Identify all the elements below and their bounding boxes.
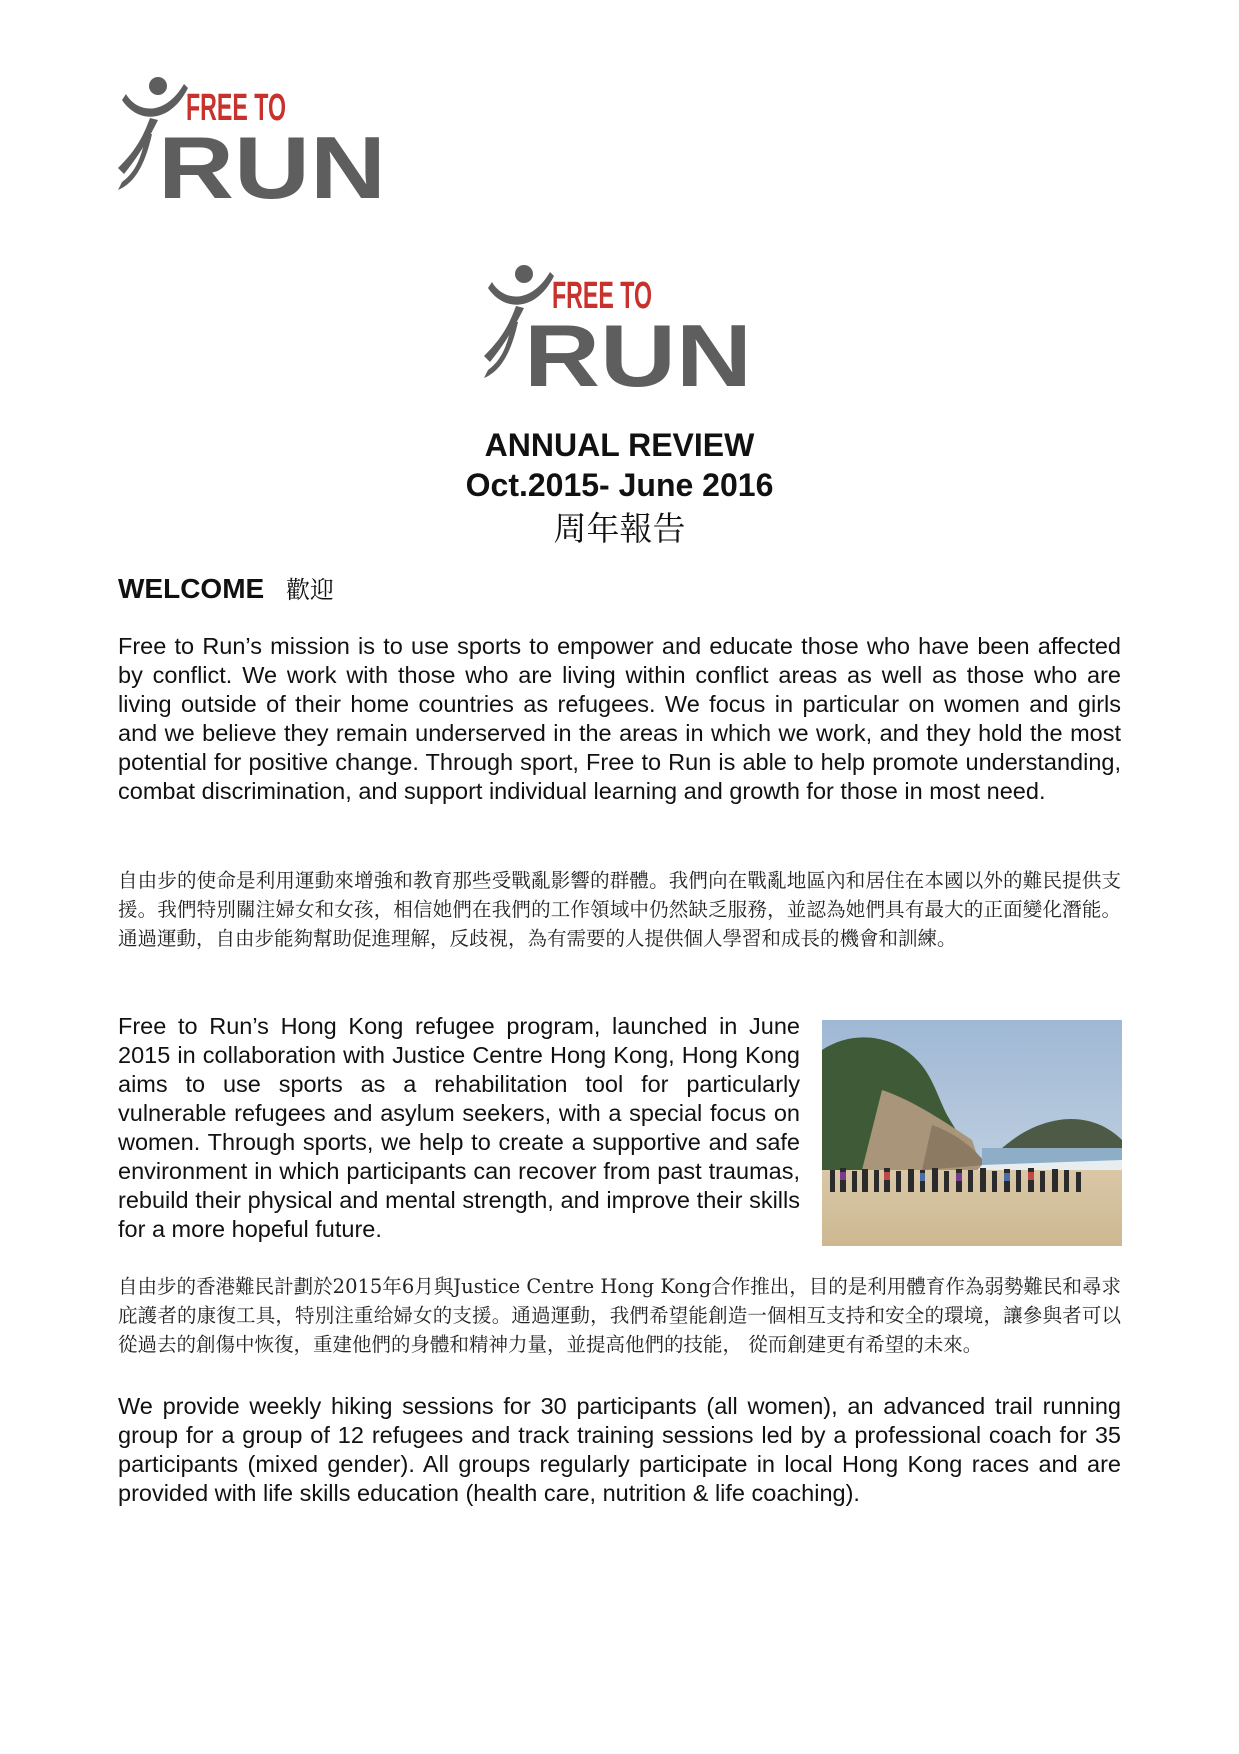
svg-text:FREE TO: FREE TO [552, 275, 652, 317]
mission-paragraph: Free to Run’s mission is to use sports to empower and educate those who have been affected by conflict. We work with those who are living within conflict areas as well as those who are living outside of their home countries as refugees. We focus in particular on women and girls and we believe they remain underserved in the areas in which we work, and they hold the most potential for positive change. Through sport, Free to Run is able to help promote understanding, combat discrimination, and support individual learning and growth for those in most need. [118, 633, 1121, 804]
svg-text:RUN: RUN [524, 306, 752, 396]
welcome-heading-en: WELCOME [118, 573, 265, 604]
runner-logo-icon [484, 262, 756, 396]
runner-logo-icon [118, 74, 390, 208]
hk-program-paragraph-zh: 自由步的香港難民計劃於2015年6月與Justice Centre Hong Kong合作推出，目的是利用體育作為弱勢難民和尋求庇護者的康復工具，特別注重给婦女的支援。通過運動，我們希望能創造一個相互支持和安全的環境，讓參與者可以從過去的創傷中恢復，重建他們的身體和精神力量，並提高他們的技能， 從而創建更有希望的未來。 [118, 1275, 1121, 1356]
hk-program-paragraph: Free to Run’s Hong Kong refugee program, launched in June 2015 in collaboration with Justice Centre Hong Kong, Hong Kong aims to use sports as a rehabilitation tool for particularly vulnerable refugees and asylum seekers, with a special focus on women. Through sports, we help to create a supportive and safe environment in which participants can recover from past traumas, rebuild their physical and mental strength, and improve their skills for a more hopeful future. [118, 1013, 800, 1242]
mission-paragraph-zh: 自由步的使命是利用運動來增強和教育那些受戰亂影響的群體。我們向在戰亂地區內和居住在本國以外的難民提供支援。我們特別關注婦女和女孩，相信她們在我們的工作領域中仍然缺乏服務，並認為她們具有最大的正面變化潛能。通過運動，自由步能夠幫助促進理解，反歧視，為有需要的人提供個人學習和成長的機會和訓練。 [118, 869, 1121, 950]
free-to-run-logo [118, 74, 390, 208]
report-period: Oct.2015- June 2016 [465, 467, 774, 503]
svg-text:FREE TO: FREE TO [186, 87, 286, 129]
sessions-paragraph: We provide weekly hiking sessions for 30 participants (all women), an advanced trail running group for a group of 12 refugees and track training sessions led by a professional coach for 35 participants (mixed gender). All groups regularly participate in local Hong Kong races and are provided with life skills education (health care, nutrition & life coaching). [118, 1393, 1121, 1506]
beach-group-photo [822, 1020, 1122, 1246]
free-to-run-logo-center [484, 262, 756, 396]
report-title-zh: 周年報告 [553, 509, 686, 548]
title-block [0, 425, 1239, 551]
svg-text:RUN: RUN [158, 118, 386, 208]
report-title: ANNUAL REVIEW [484, 427, 755, 463]
welcome-heading [118, 570, 334, 605]
welcome-heading-zh: 歡迎 [286, 576, 334, 604]
